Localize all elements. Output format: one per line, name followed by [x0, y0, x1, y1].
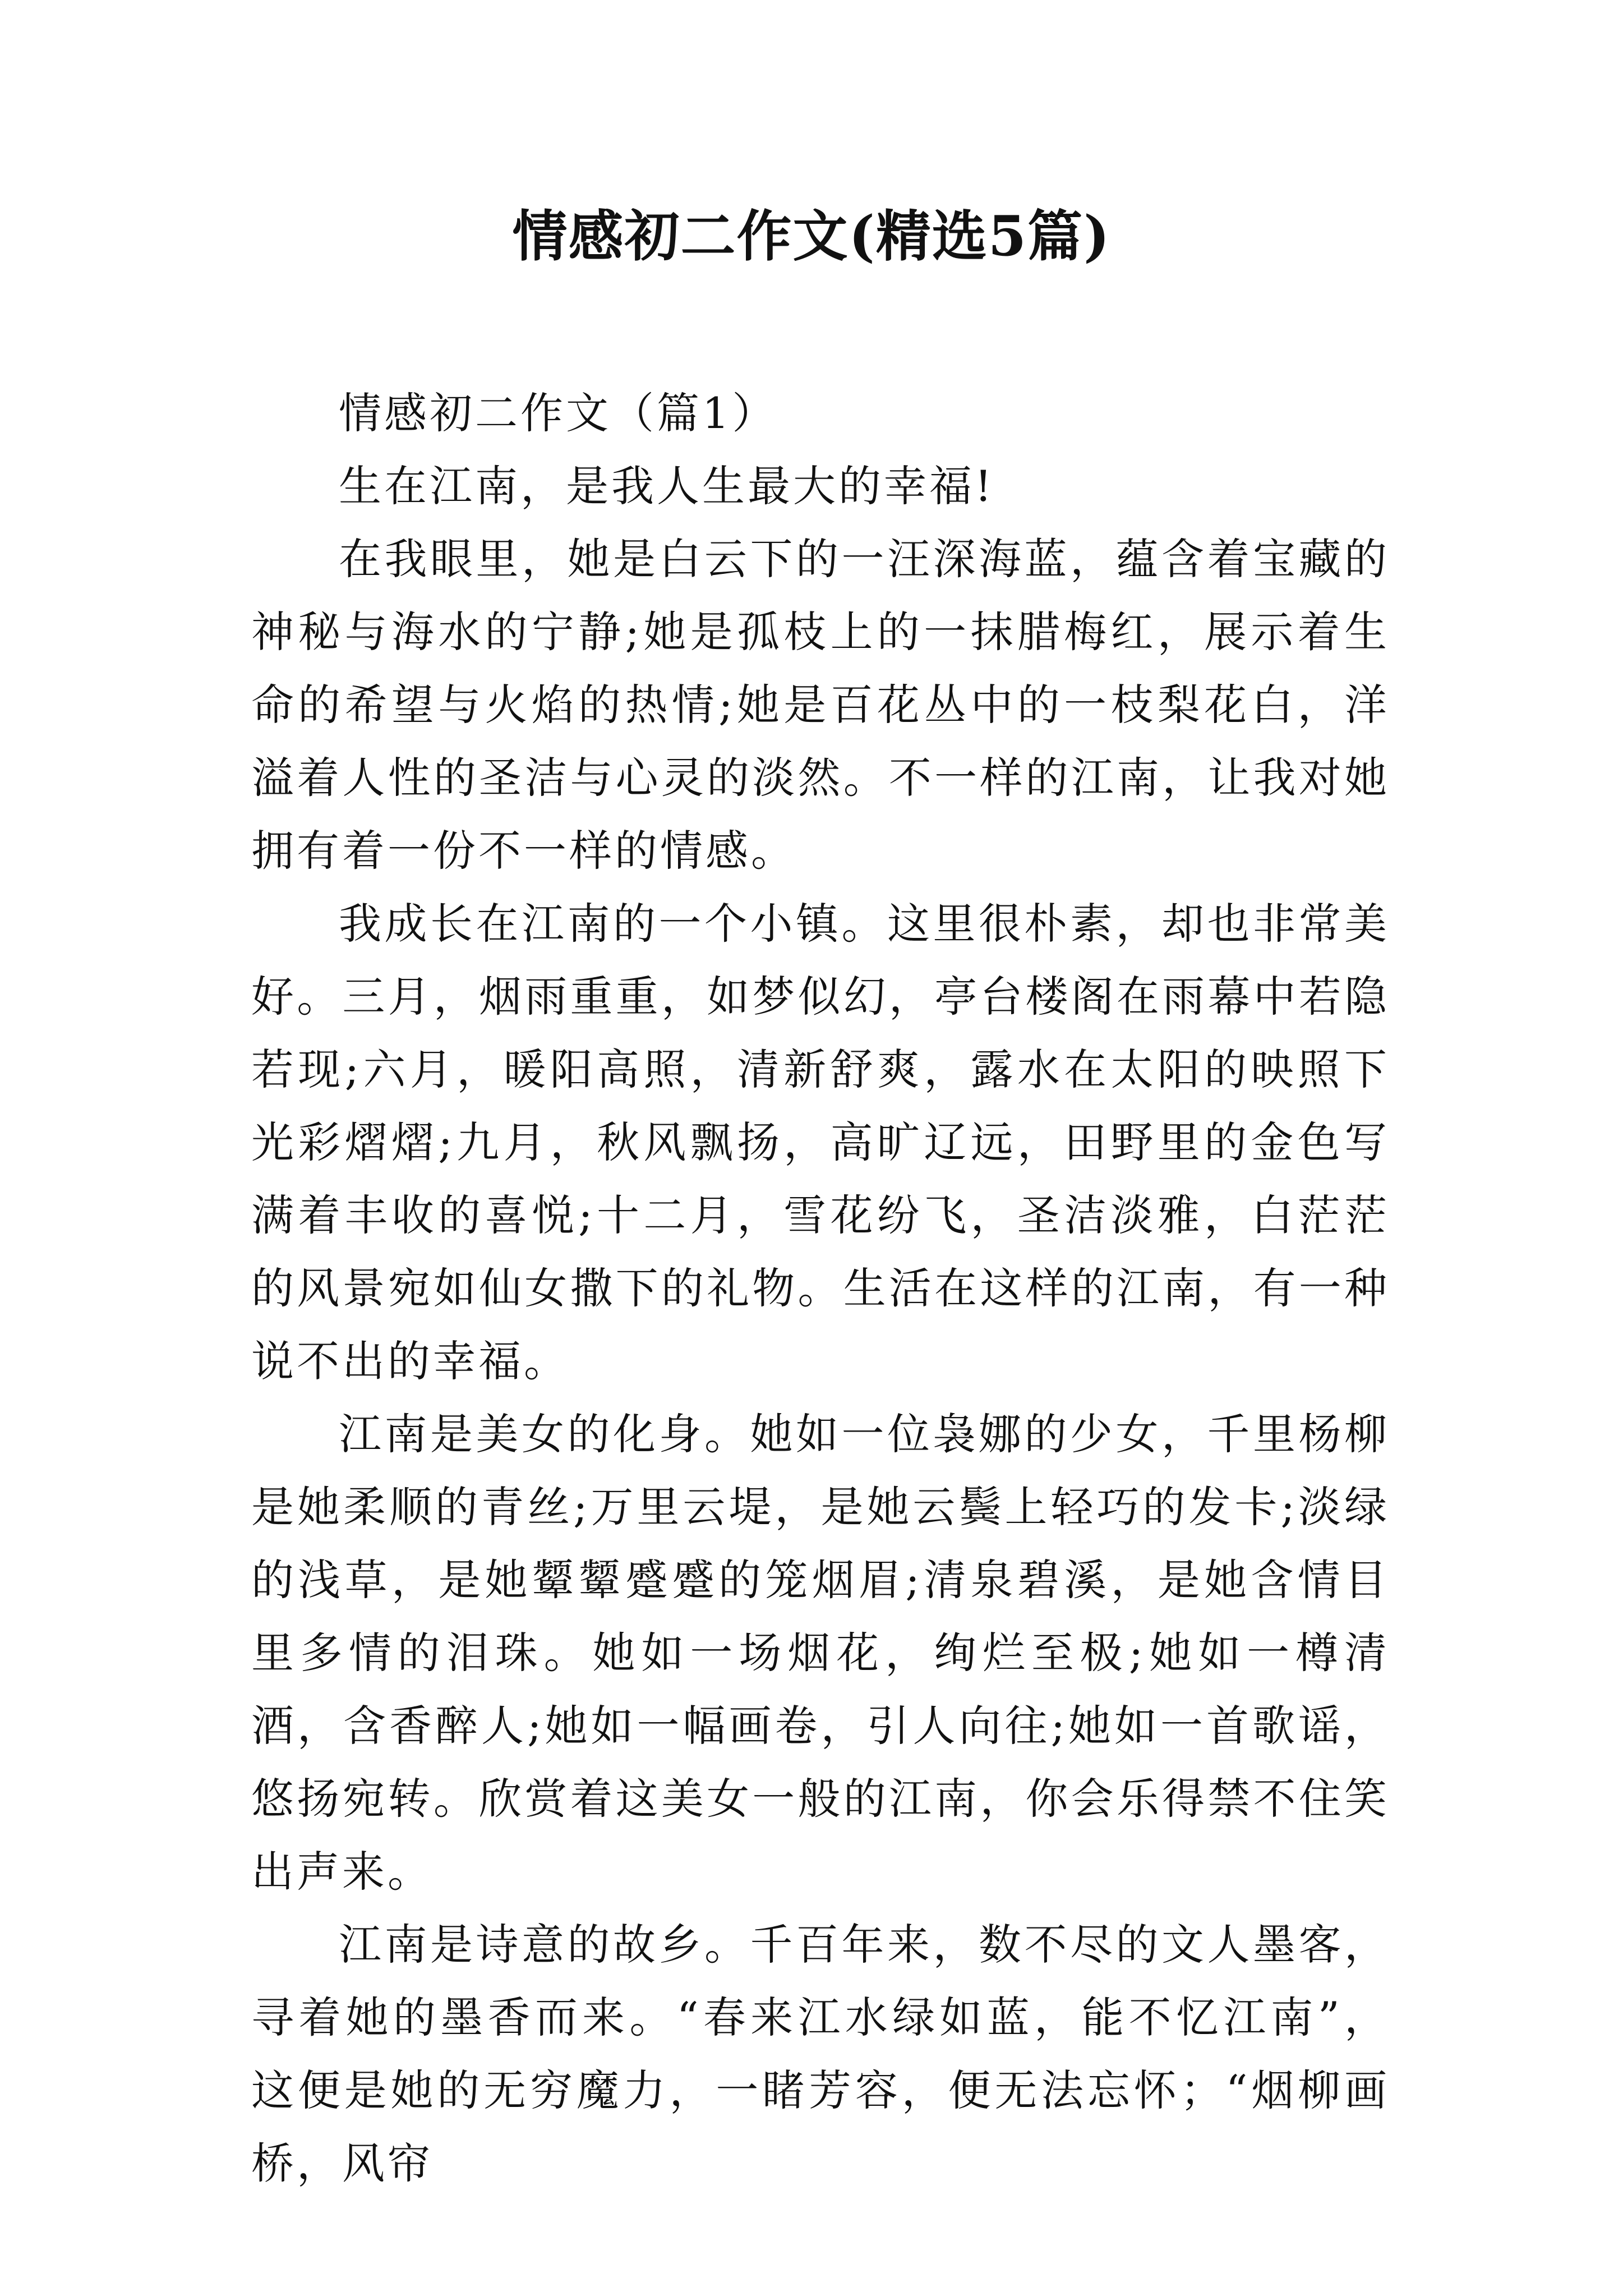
- paragraph: 江南是诗意的故乡。千百年来，数不尽的文人墨客，寻着她的墨香而来。“春来江水绿如蓝，能不忆江南”，这便是她的无穷魔力，一睹芳容，便无法忘怀；“烟柳画桥，风帘: [251, 1920, 1390, 2188]
- paragraph: 在我眼里，她是白云下的一汪深海蓝，蕴含着宝藏的神秘与海水的宁静;她是孤枝上的一抹腊梅红，展示着生命的希望与火焰的热情;她是百花丛中的一枝梨花白，洋溢着人性的圣洁与心灵的淡然。不一样的江南，让我对她拥有着一份不一样的情感。: [251, 534, 1390, 876]
- paragraph: 生在江南，是我人生最大的幸福!: [339, 461, 995, 511]
- paragraph: 江南是美女的化身。她如一位袅娜的少女，千里杨柳是她柔顺的青丝;万里云堤，是她云鬓上轻巧的发卡;淡绿的浅草，是她颦颦蹙蹙的笼烟眉;清泉碧溪，是她含情目里多情的泪珠。她如一场烟花，绚烂至极;她如一樽清酒，含香醉人;她如一幅画卷，引人向往;她如一首歌谣，悠扬宛转。欣赏着这美女一般的江南，你会乐得禁不住笑出声来。: [251, 1409, 1390, 1897]
- document-body: [251, 377, 1390, 2200]
- document-title: 情感初二作文(精选5篇): [512, 204, 1111, 269]
- section-heading: 情感初二作文（篇1）: [339, 388, 778, 438]
- paragraph: 我成长在江南的一个小镇。这里很朴素，却也非常美好。三月，烟雨重重，如梦似幻，亭台楼阁在雨幕中若隐若现;六月，暖阳高照，清新舒爽，露水在太阳的映照下光彩熠熠;九月，秋风飘扬，高旷辽远，田野里的金色写满着丰收的喜悦;十二月，雪花纷飞，圣洁淡雅，白茫茫的风景宛如仙女撒下的礼物。生活在这样的江南，有一种说不出的幸福。: [251, 899, 1390, 1386]
